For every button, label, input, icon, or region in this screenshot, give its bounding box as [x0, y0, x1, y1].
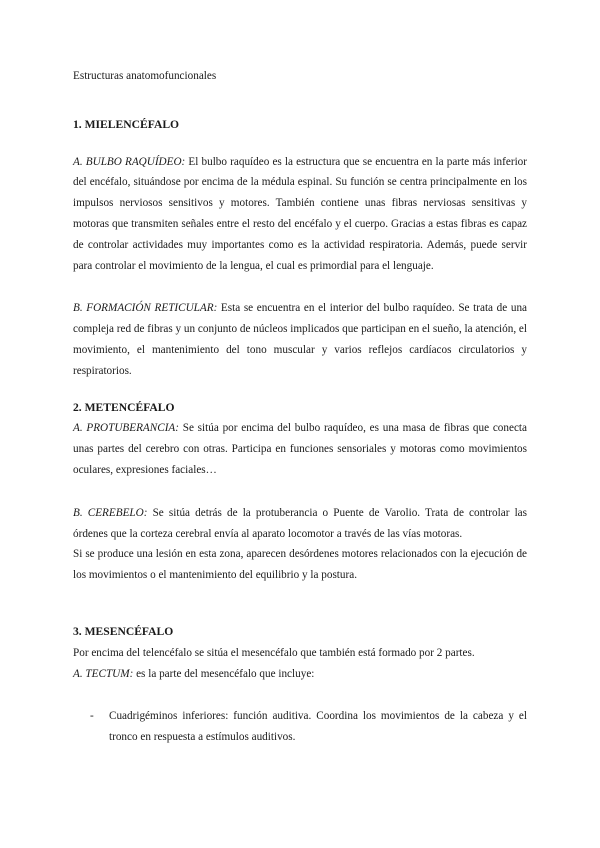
document-page [73, 66, 527, 748]
paragraph-tectum [73, 664, 527, 685]
label-tectum: A. TECTUM: [73, 667, 134, 680]
paragraph-cerebelo-lesion: Si se produce una lesión en esta zona, aparecen desórdenes motores relacionados con la ejecución de los movimientos o el mantenimiento del equilibrio y la postura. [73, 548, 527, 582]
section-heading-mielencefalo: 1. MIELENCÉFALO [73, 117, 180, 131]
text-cerebelo: Se sitúa detrás de la protuberancia o Puente de Varolio. Trata de controlar las órdenes que la corteza cerebral envía al aparato locomotor a través de las vías motoras. [73, 506, 527, 540]
list-item [73, 706, 527, 748]
paragraph-bulbo-raquideo [73, 152, 527, 277]
text-formacion-reticular: Esta se encuentra en el interior del bulbo raquídeo. Se trata de una compleja red de fibras y un conjunto de núcleos implicados que participan en el sueño, la atención, el movimiento, el mantenimiento del tono muscular y varios reflejos cardíacos circulatorios y respiratorios. [73, 302, 527, 377]
paragraph-protuberancia [73, 418, 527, 480]
text-protuberancia: Se sitúa por encima del bulbo raquídeo, es una masa de fibras que conecta unas partes del cerebro con otras. Participa en funciones sensoriales y motoras como movimientos oculares, expresiones faciales… [73, 422, 527, 476]
section-heading-mesencefalo: 3. MESENCÉFALO [73, 624, 174, 638]
section-heading-metencefalo: 2. METENCÉFALO [73, 400, 175, 414]
paragraph-formacion-reticular [73, 298, 527, 381]
document-title: Estructuras anatomofuncionales [73, 70, 217, 82]
label-formacion-reticular: B. FORMACIÓN RETICULAR: [73, 302, 218, 315]
tectum-list [73, 706, 527, 748]
label-cerebelo: B. CEREBELO: [73, 506, 148, 519]
list-item-text: Cuadrigéminos inferiores: función auditiva. Coordina los movimientos de la cabeza y el tronco en respuesta a estímulos auditivos. [109, 710, 527, 744]
label-protuberancia: A. PROTUBERANCIA: [73, 422, 179, 435]
text-tectum: es la parte del mesencéfalo que incluye: [133, 667, 315, 680]
paragraph-cerebelo [73, 503, 527, 545]
paragraph-mesencefalo-intro: Por encima del telencéfalo se sitúa el mesencéfalo que también está formado por 2 partes. [73, 646, 475, 659]
list-bullet: - [90, 710, 94, 723]
label-bulbo-raquideo: A. BULBO RAQUÍDEO: [73, 155, 186, 168]
text-bulbo-raquideo: El bulbo raquídeo es la estructura que se encuentra en la parte más inferior del encéfalo, situándose por encima de la médula espinal. Su función se centra principalmente en los impulsos nerviosos sensitivos y motores. También contiene unas fibras nerviosas sensitivas y motoras que transmiten señales entre el resto del encéfalo y el cuerpo. Gracias a estas fibras es capaz de controlar actividades muy importantes como es la actividad respiratoria. Además, puede servir para controlar el movimiento de la lengua, el cual es primordial para el lenguaje. [73, 155, 527, 272]
